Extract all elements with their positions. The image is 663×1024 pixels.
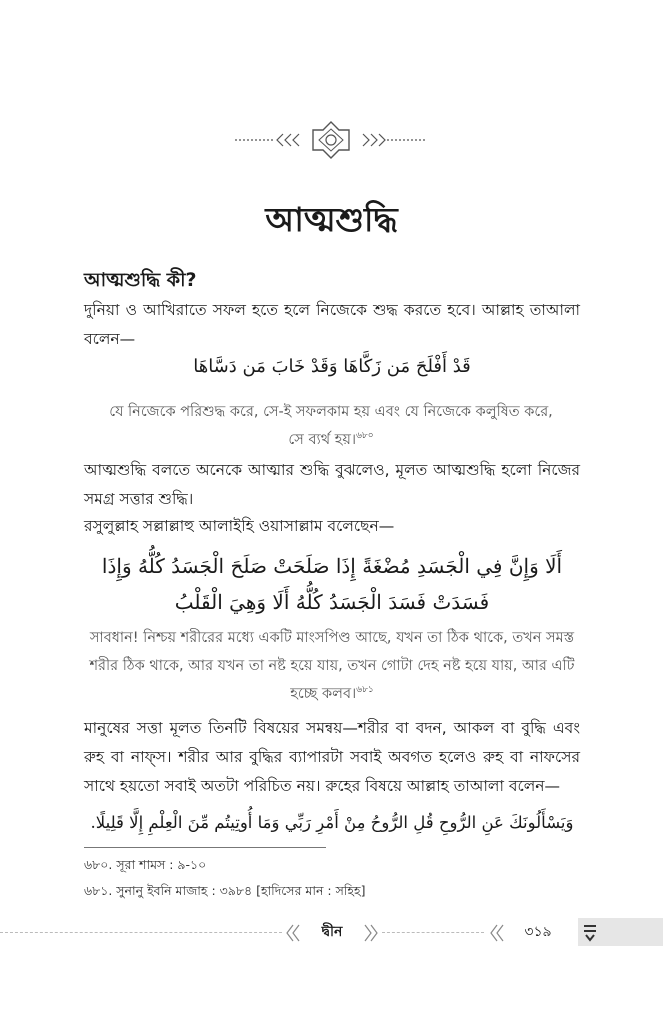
section-heading: আত্মশুদ্ধি কী? [84, 269, 197, 291]
footnote-divider [84, 847, 326, 848]
translation-text: যে নিজেকে পরিশুদ্ধ করে, সে-ই সফলকাম হয় এবং যে নিজেকে কলুষিত করে, সে ব্যর্থ হয়। [109, 404, 553, 448]
footer-rule [0, 932, 282, 933]
right-chevrons-icon [362, 923, 380, 943]
hadith-translation [88, 624, 576, 708]
translation-text: সাবধান! নিশ্চয় শরীরের মধ্যে একটি মাংসপিণ্ড আছে, যখন তা ঠিক থাকে, তখন সমস্ত শরীর ঠিক থাকে, আর যখন তা নষ্ট হয়ে যায়, তখন গোটা দেহ নষ্ট হয়ে যায়, আর এটি হচ্ছে কলব। [89, 630, 575, 702]
page-number: ৩১৯ [524, 924, 552, 940]
paragraph: রসুলুল্লাহ সল্লাল্লাহু আলাইহি ওয়াসাল্লাম বলেছেন— [84, 517, 395, 535]
paragraph: আত্মশুদ্ধি বলতে অনেকে আত্মার শুদ্ধি বুঝলেও, মূলত আত্মশুদ্ধি হলো নিজের সমগ্র সত্তার শুদ্ধি। [84, 461, 580, 508]
footnotes [84, 852, 580, 904]
paragraph: মানুষের সত্তা মূলত তিনটি বিষয়ের সমন্বয়—শরীর বা বদন, আকল বা বুদ্ধি এবং রুহ বা নাফ্স। শরীর আর বুদ্ধির ব্যাপারটা সবাই অবগত হলেও রুহ বা নাফসের সাথে হয়তো সবাই অতটা পরিচিত নয়। রুহের বিষয়ে আল্লাহ তাআলা বলেন— [84, 719, 580, 795]
arabic-verse: وَيَسْأَلُونَكَ عَنِ الرُّوحِ قُلِ الرُّوحُ مِنْ أَمْرِ رَبِّي وَمَا أُوتِيتُم مِّنَ الْعِلْمِ إِلَّا قَلِيلًا. [90, 813, 574, 832]
menu-icon [582, 922, 598, 942]
chapter-title: আত্মশুদ্ধি [265, 200, 398, 239]
footnote-ref: ৬৮০ [356, 431, 374, 442]
arabic-hadith: أَلَا وَإِنَّ فِي الْجَسَدِ مُضْغَةً إِذَا صَلَحَتْ صَلَحَ الْجَسَدُ كُلُّهُ وَإِذَا فَسَدَتْ فَسَدَ الْجَسَدُ كُلُّهُ أَلَا وَهِيَ الْقَلْبُ [101, 554, 563, 614]
left-chevrons-icon [488, 923, 506, 943]
paragraph: দুনিয়া ও আখিরাতে সফল হতে হলে নিজেকে শুদ্ধ করতে হবে। আল্লাহ তাআলা বলেন— [84, 301, 580, 348]
page-footer [0, 916, 663, 950]
footnote: ৬৮১. সুনানু ইবনি মাজাহ : ৩৯৮৪ [হাদিসের মান : সহিহ] [84, 883, 366, 898]
footnote: ৬৮০. সূরা শামস : ৯-১০ [84, 857, 207, 872]
footer-rule [382, 932, 484, 933]
verse-translation [100, 398, 562, 454]
arabic-verse: قَدْ أَفْلَحَ مَن زَكَّاهَا وَقَدْ خَابَ مَن دَسَّاهَا [193, 356, 471, 377]
footnote-ref: ৬৮১ [356, 685, 374, 696]
book-name: দ্বীন [321, 924, 343, 940]
ornament-star-divider [231, 116, 431, 164]
